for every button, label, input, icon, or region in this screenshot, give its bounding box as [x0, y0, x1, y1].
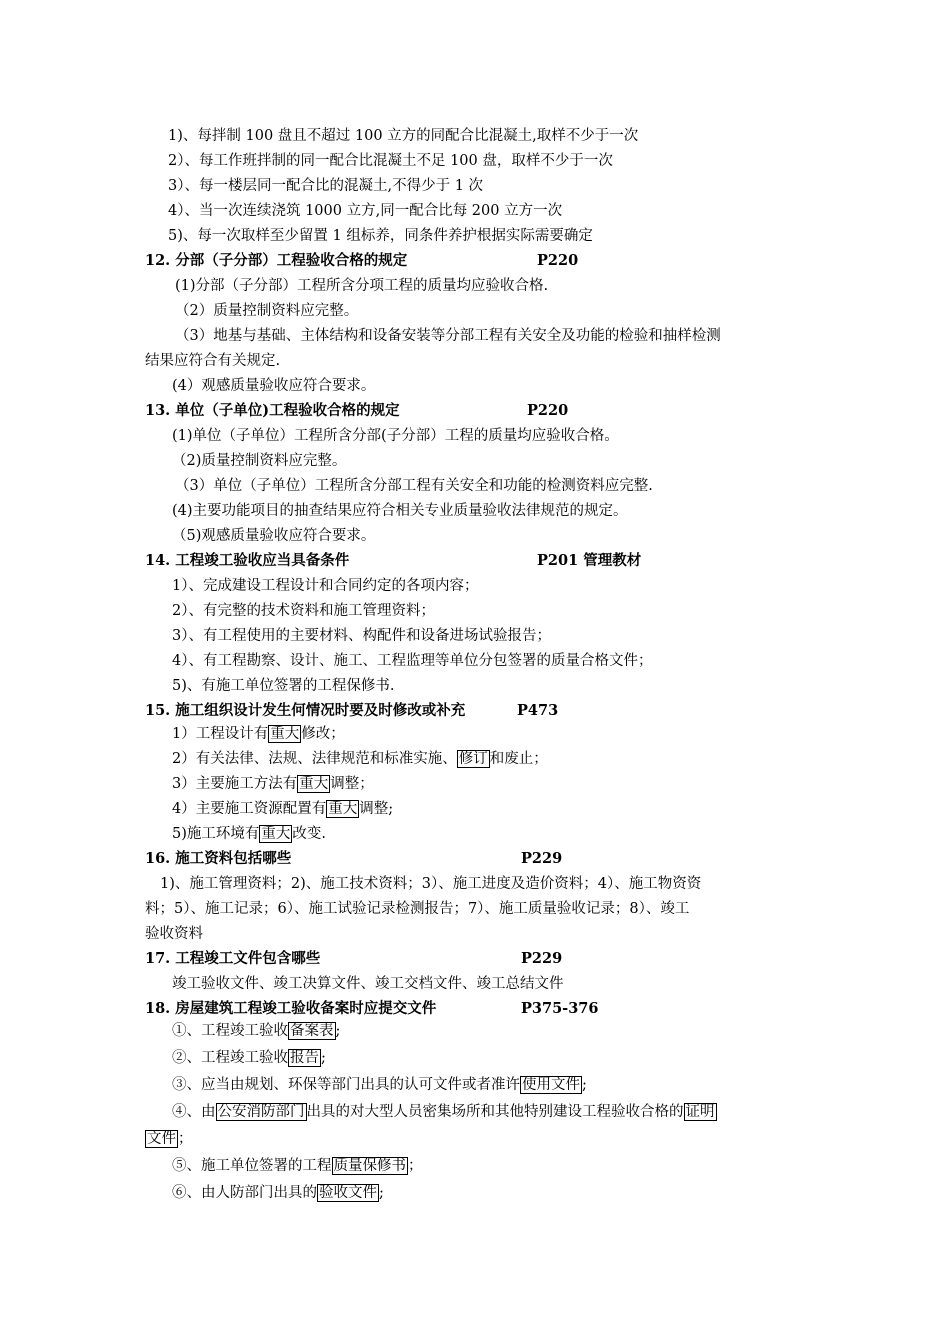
- s15-item-3: 3）主要施工方法有 重大 调整；: [172, 776, 374, 792]
- s13-item-4: (4)主要功能项目的抽查结果应符合相关专业质量验收法律规范的规定。: [172, 503, 628, 519]
- boxed-term: 使用文件: [522, 1077, 580, 1093]
- section-13-ref: P220: [527, 402, 569, 419]
- s12-item-1: (1)分部（子分部）工程所含分项工程的质量均应验收合格.: [175, 278, 549, 294]
- s15-item-5: 5)施工环境有 重大 改变.: [172, 826, 326, 842]
- boxed-term: 重大: [328, 801, 358, 817]
- section-17-ref: P229: [521, 950, 563, 967]
- s18-item-5: ⑤、施工单位签署的工程 质量保修书 ；: [172, 1158, 423, 1174]
- s13-item-3: （3）单位（子单位）工程所含分部工程有关安全和功能的检测资料应完整.: [175, 478, 653, 494]
- intro-item-5: 5)、每一次取样至少留置 1 组标养，同条件养护根据实际需要确定: [168, 228, 593, 244]
- boxed-term: 质量保修书: [333, 1158, 406, 1174]
- section-12-title: 12. 分部（子分部）工程验收合格的规定: [145, 252, 408, 269]
- s15-item-4: 4）主要施工资源配置有 重大 调整;: [172, 801, 394, 817]
- intro-item-2: 2）、每工作班拌制的同一配合比混凝土不足 100 盘，取样不少于一次: [168, 153, 613, 169]
- s12-item-3-cont: 结果应符合有关规定.: [145, 353, 281, 369]
- section-13-title: 13. 单位（子单位)工程验收合格的规定: [145, 402, 400, 419]
- boxed-term: 备案表: [290, 1023, 334, 1039]
- boxed-term: 公安消防部门: [217, 1104, 305, 1120]
- boxed-term: 报告: [290, 1050, 319, 1066]
- s18-item-2: ②、工程竣工验收 报告 ;: [172, 1050, 326, 1066]
- s13-item-5: （5)观感质量验收应符合要求。: [172, 528, 376, 544]
- section-15-title: 15. 施工组织设计发生何情况时要及时修改或补充: [145, 702, 466, 719]
- boxed-term: 修订: [458, 751, 488, 767]
- s14-item-4: 4）、有工程勘察、设计、施工、工程监理等单位分包签署的质量合格文件；: [172, 653, 653, 669]
- s18-item-6: ⑥、由人防部门出具的 验收文件 ;: [172, 1185, 384, 1201]
- intro-item-3: 3）、每一楼层同一配合比的混凝土,不得少于 1 次: [168, 178, 484, 194]
- s18-item-3: ③、应当由规划、环保等部门出具的认可文件或者准许 使用文件 ;: [172, 1077, 587, 1093]
- boxed-term: 重大: [270, 726, 300, 742]
- s12-item-2: （2）质量控制资料应完整。: [175, 303, 359, 319]
- section-14-ref: P201 管理教材: [537, 552, 642, 569]
- intro-item-1: 1)、每拌制 100 盘且不超过 100 立方的同配合比混凝土,取样不少于一次: [168, 128, 639, 144]
- s15-item-1: 1）工程设计有 重大 修改；: [172, 726, 345, 742]
- section-12-ref: P220: [537, 252, 579, 269]
- intro-item-4: 4）、当一次连续浇筑 1000 立方,同一配合比每 200 立方一次: [168, 203, 563, 219]
- s13-item-1: (1)单位（子单位）工程所含分部(子分部）工程的质量均应验收合格。: [172, 428, 619, 444]
- section-14-title: 14. 工程竣工验收应当具备条件: [145, 552, 350, 569]
- boxed-term: 验收文件: [319, 1185, 377, 1201]
- s16-line-1: 1)、施工管理资料；2)、施工技术资料；3）、施工进度及造价资料；4）、施工物资资: [160, 876, 702, 892]
- s13-item-2: （2)质量控制资料应完整。: [172, 453, 347, 469]
- s15-item-2: 2）有关法律、法规、法律规范和标准实施、 修订 和废止；: [172, 751, 548, 767]
- s14-item-1: 1）、完成建设工程设计和合同约定的各项内容；: [172, 578, 479, 594]
- section-15-ref: P473: [517, 702, 559, 719]
- s18-item-4-cont: 文件 ；: [147, 1131, 193, 1147]
- boxed-term: 证明: [685, 1104, 715, 1120]
- s14-item-3: 3）、有工程使用的主要材料、构配件和设备进场试验报告；: [172, 628, 551, 644]
- section-18-title: 18. 房屋建筑工程竣工验收备案时应提交文件: [145, 1000, 437, 1017]
- section-16-title: 16. 施工资料包括哪些: [145, 850, 292, 867]
- boxed-term: 文件: [147, 1131, 176, 1147]
- s14-item-5: 5)、有施工单位签署的工程保修书.: [172, 678, 395, 694]
- section-17-title: 17. 工程竣工文件包含哪些: [145, 950, 321, 967]
- section-18-ref: P375-376: [521, 1000, 599, 1017]
- s17-text: 竣工验收文件、竣工决算文件、竣工交档文件、竣工总结文件: [172, 976, 564, 992]
- boxed-term: 重大: [261, 826, 291, 842]
- s12-item-3: （3）地基与基础、主体结构和设备安装等分部工程有关安全及功能的检验和抽样检测: [175, 328, 721, 344]
- s18-item-4: ④、由 公安消防部门 出具的对大型人员密集场所和其他特别建设工程验收合格的 证明: [172, 1104, 715, 1120]
- s16-line-3: 验收资料: [145, 926, 203, 942]
- s12-item-4: (4）观感质量验收应符合要求。: [172, 378, 376, 394]
- s14-item-2: 2）、有完整的技术资料和施工管理资料；: [172, 603, 435, 619]
- section-16-ref: P229: [521, 850, 563, 867]
- s18-item-1: ①、工程竣工验收 备案表 ;: [172, 1023, 341, 1039]
- s16-line-2: 料；5）、施工记录；6）、施工试验记录检测报告；7）、施工质量验收记录；8）、竣工: [145, 901, 690, 917]
- boxed-term: 重大: [299, 776, 329, 792]
